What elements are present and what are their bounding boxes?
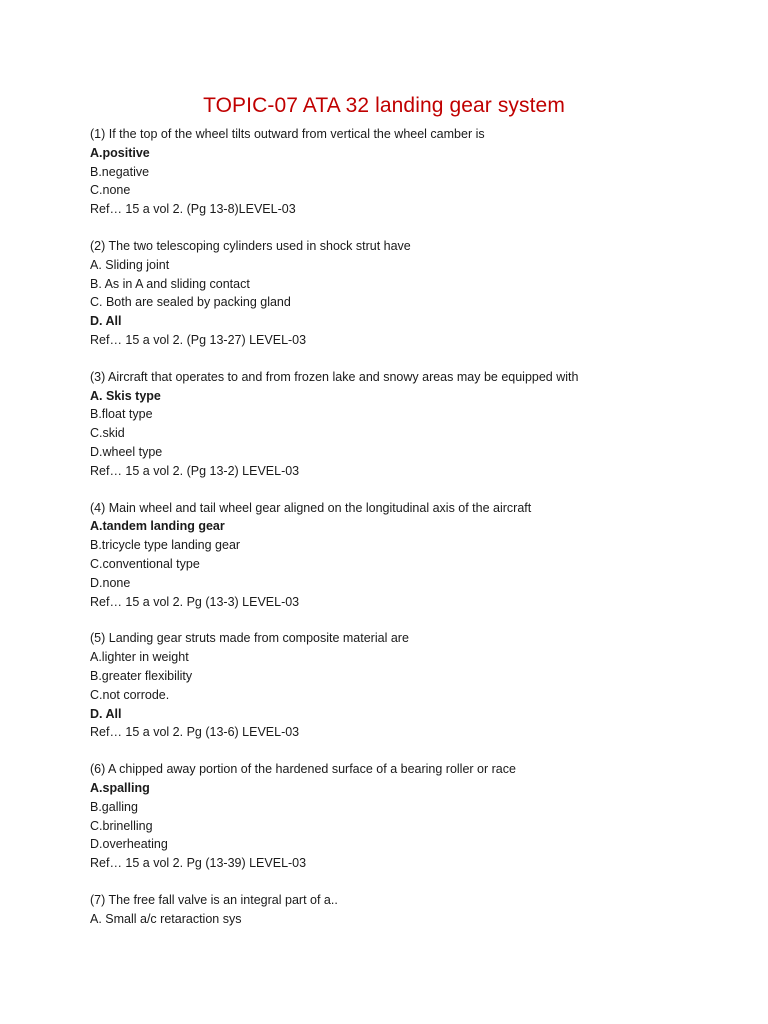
answer-option-correct: D. All: [90, 706, 122, 721]
question-block: [90, 237, 730, 350]
answer-option: A.lighter in weight: [90, 650, 189, 665]
answer-option: D.none: [90, 575, 131, 590]
page-title: TOPIC-07 ATA 32 landing gear system: [203, 94, 565, 117]
question-stem: (6) A chipped away portion of the hardened surface of a bearing roller or race: [90, 762, 516, 777]
question-stem: (3) Aircraft that operates to and from frozen lake and snowy areas may be equipped with: [90, 369, 579, 384]
answer-option: B.greater flexibility: [90, 668, 193, 683]
answer-option-correct: A.positive: [90, 145, 150, 160]
answer-option: C.not corrode.: [90, 687, 170, 702]
question-stem: (4) Main wheel and tail wheel gear aligned on the longitudinal axis of the aircraft: [90, 500, 532, 515]
answer-option: B. As in A and sliding contact: [90, 276, 250, 291]
question-block: [90, 891, 730, 929]
answer-option: A. Sliding joint: [90, 257, 170, 272]
answer-option: B.float type: [90, 407, 153, 422]
question-block: [90, 125, 730, 219]
answer-option: D.wheel type: [90, 444, 163, 459]
reference-line: Ref… 15 a vol 2. Pg (13-6) LEVEL-03: [90, 725, 300, 740]
reference-line: Ref… 15 a vol 2. Pg (13-3) LEVEL-03: [90, 594, 300, 609]
answer-option: C. Both are sealed by packing gland: [90, 295, 291, 310]
answer-option: C.brinelling: [90, 818, 153, 833]
question-stem: (7) The free fall valve is an integral part of a..: [90, 892, 338, 907]
reference-line: Ref… 15 a vol 2. Pg (13-39) LEVEL-03: [90, 856, 307, 871]
reference-line: Ref… 15 a vol 2. (Pg 13-2) LEVEL-03: [90, 463, 300, 478]
answer-option: B.negative: [90, 164, 150, 179]
answer-option-correct: A. Skis type: [90, 388, 161, 403]
question-block: [90, 760, 730, 873]
question-list: [90, 125, 730, 946]
question-stem: (5) Landing gear struts made from composite material are: [90, 631, 409, 646]
answer-option: C.conventional type: [90, 556, 200, 571]
answer-option-correct: A.tandem landing gear: [90, 519, 225, 534]
answer-option: C.skid: [90, 426, 125, 441]
reference-line: Ref… 15 a vol 2. (Pg 13-27) LEVEL-03: [90, 332, 307, 347]
answer-option: B.galling: [90, 799, 138, 814]
reference-line: Ref… 15 a vol 2. (Pg 13-8)LEVEL-03: [90, 202, 296, 217]
question-block: [90, 368, 730, 481]
question-stem: (2) The two telescoping cylinders used in shock strut have: [90, 238, 411, 253]
answer-option: B.tricycle type landing gear: [90, 538, 241, 553]
question-block: [90, 629, 730, 742]
answer-option-correct: D. All: [90, 314, 122, 329]
answer-option: C.none: [90, 183, 131, 198]
answer-option: A. Small a/c retaraction sys: [90, 911, 242, 926]
question-block: [90, 499, 730, 612]
answer-option: D.overheating: [90, 837, 168, 852]
question-stem: (1) If the top of the wheel tilts outward from vertical the wheel camber is: [90, 127, 485, 141]
answer-option-correct: A.spalling: [90, 780, 150, 795]
